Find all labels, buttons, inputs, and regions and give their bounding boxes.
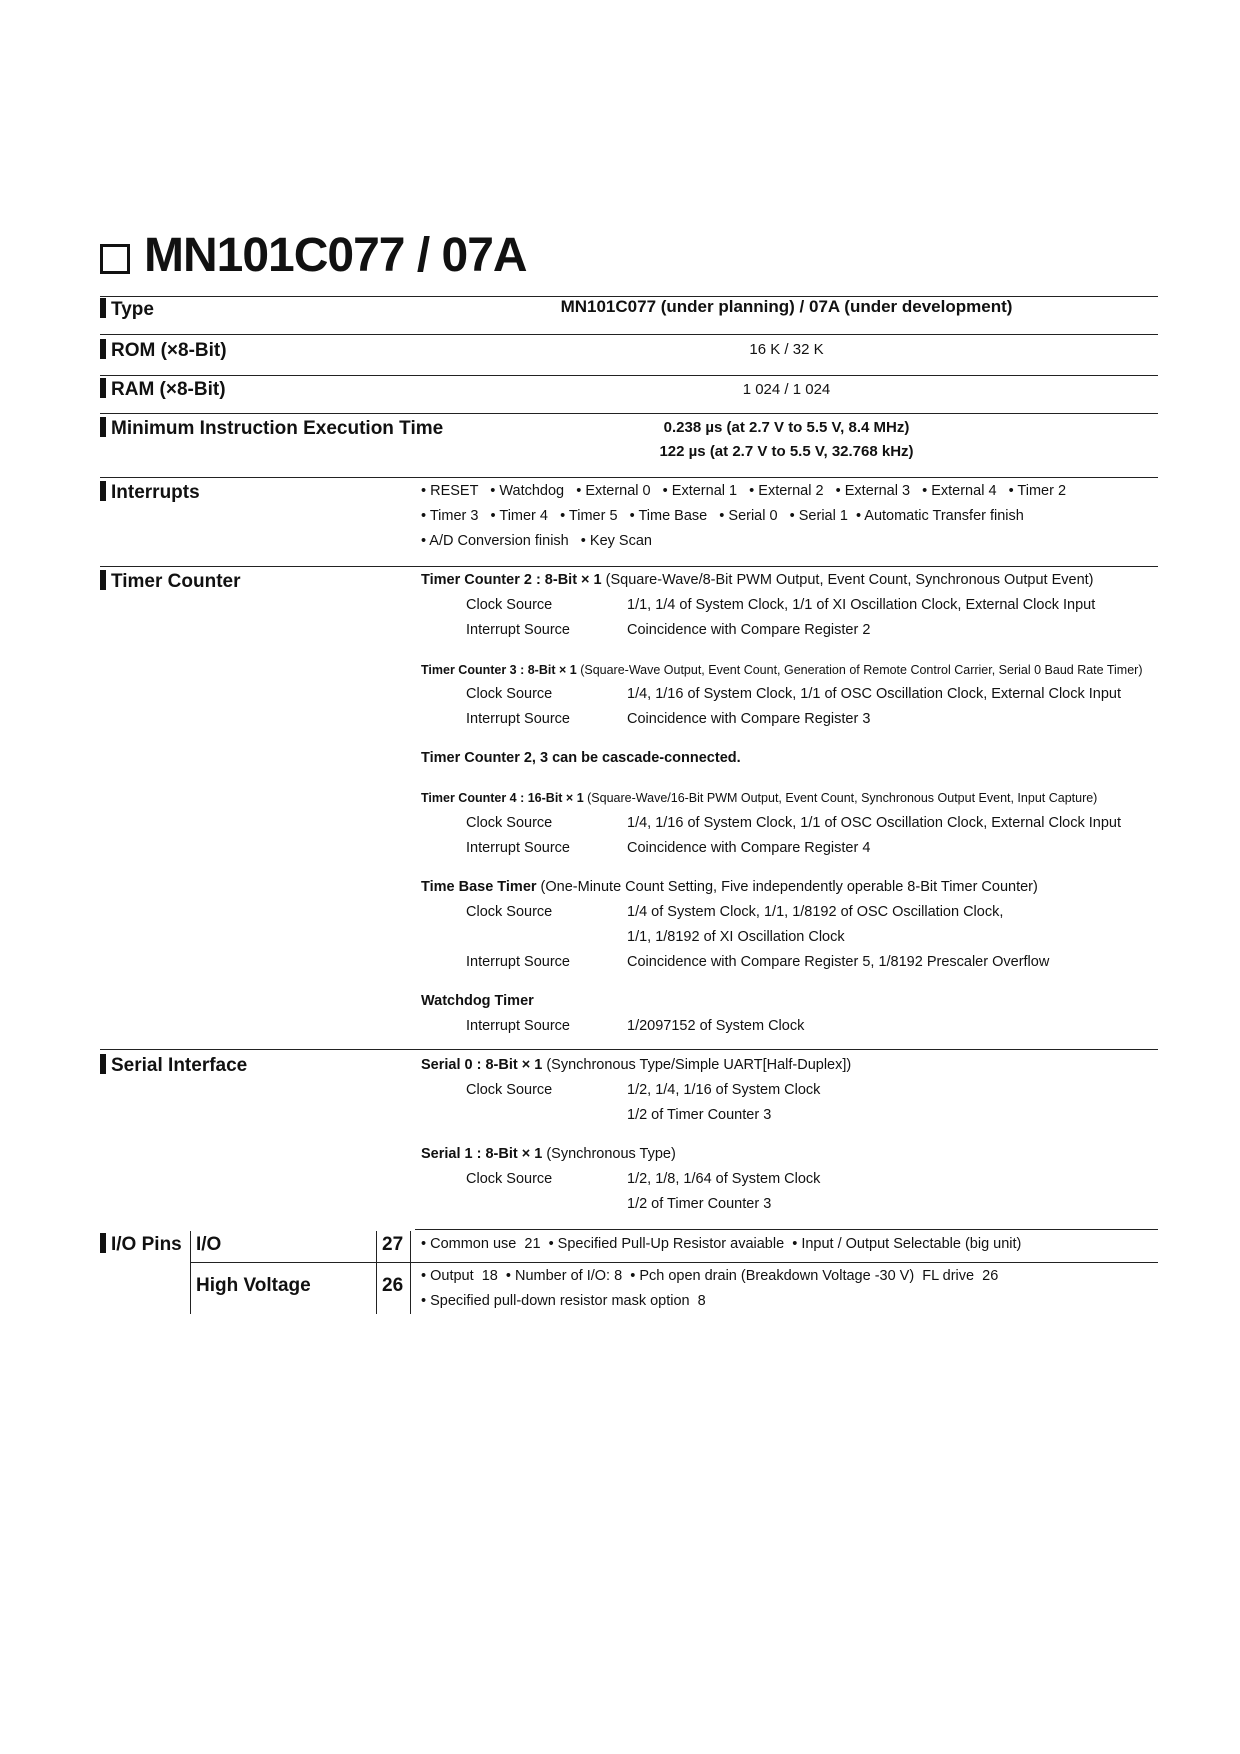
tc2-clock-value: 1/1, 1/4 of System Clock, 1/1 of XI Oscillation Clock, External Clock Input [627, 597, 1096, 613]
ram-label: RAM (×8-Bit) [100, 378, 226, 401]
tc2-heading: Timer Counter 2 : 8-Bit × 1 (Square-Wave/8-Bit PWM Output, Event Count, Synchronous Output Event) [421, 572, 1094, 588]
divider [100, 477, 1158, 478]
tbt-int-label: Interrupt Source [466, 954, 570, 970]
hv-row-name: High Voltage [196, 1275, 311, 1296]
checkbox-square-icon [100, 244, 130, 274]
tbt-clock-value1: 1/4 of System Clock, 1/1, 1/8192 of OSC Oscillation Clock, [627, 904, 1004, 920]
io-row-desc: • Common use 21 • Specified Pull-Up Resistor avaiable • Input / Output Selectable (big unit) [421, 1236, 1022, 1252]
tbt-clock-value2: 1/1, 1/8192 of XI Oscillation Clock [627, 929, 845, 945]
section-marker-icon [100, 1054, 106, 1074]
table-divider [376, 1231, 377, 1314]
serial0-clock-value2: 1/2 of Timer Counter 3 [627, 1107, 772, 1123]
divider [100, 413, 1158, 414]
divider [100, 566, 1158, 567]
interrupts-line2: • Timer 3 • Timer 4 • Timer 5 • Time Base • Serial 0 • Serial 1 • Automatic Transfer finish [421, 508, 1024, 524]
tc3-clock-label: Clock Source [466, 686, 553, 702]
tbt-heading: Time Base Timer (One-Minute Count Setting, Five independently operable 8-Bit Timer Counter) [421, 879, 1038, 895]
serial1-heading: Serial 1 : 8-Bit × 1 (Synchronous Type) [421, 1146, 676, 1162]
wdt-heading: Watchdog Timer [421, 993, 534, 1009]
hv-row-desc1: • Output 18 • Number of I/O: 8 • Pch open drain (Breakdown Voltage -30 V) FL drive 26 [421, 1268, 999, 1284]
tc2-int-label: Interrupt Source [466, 622, 570, 638]
section-marker-icon [100, 481, 106, 501]
serial1-clock-label: Clock Source [466, 1171, 553, 1187]
page-title [100, 229, 527, 282]
ram-value: 1 024 / 1 024 [742, 381, 831, 398]
divider [190, 1262, 1158, 1263]
divider [415, 1229, 1158, 1230]
serial0-clock-label: Clock Source [466, 1082, 553, 1098]
hv-row-count: 26 [382, 1275, 404, 1296]
hv-row-desc2: • Specified pull-down resistor mask option 8 [421, 1293, 706, 1309]
table-divider [190, 1231, 191, 1314]
serial1-clock-value1: 1/2, 1/8, 1/64 of System Clock [627, 1171, 821, 1187]
type-value: MN101C077 (under planning) / 07A (under development) [560, 297, 1013, 316]
serial1-clock-value2: 1/2 of Timer Counter 3 [627, 1196, 772, 1212]
tc4-int-value: Coincidence with Compare Register 4 [627, 840, 871, 856]
serial-label: Serial Interface [100, 1054, 247, 1077]
serial0-heading: Serial 0 : 8-Bit × 1 (Synchronous Type/Simple UART[Half-Duplex]) [421, 1057, 852, 1073]
section-marker-icon [100, 417, 106, 437]
type-label: Type [100, 298, 154, 321]
min-exec-label: Minimum Instruction Execution Time [100, 417, 443, 440]
tc3-int-label: Interrupt Source [466, 711, 570, 727]
rom-label: ROM (×8-Bit) [100, 339, 227, 362]
divider [100, 334, 1158, 335]
rom-value: 16 K / 32 K [749, 341, 824, 358]
tc4-clock-label: Clock Source [466, 815, 553, 831]
divider [100, 1049, 1158, 1050]
section-marker-icon [100, 298, 106, 318]
io-row-name: I/O [196, 1234, 222, 1255]
min-exec-line1: 0.238 µs (at 2.7 V to 5.5 V, 8.4 MHz) [663, 419, 910, 436]
tbt-clock-label: Clock Source [466, 904, 553, 920]
timer-counter-label: Timer Counter [100, 570, 241, 593]
wdt-int-label: Interrupt Source [466, 1018, 570, 1034]
wdt-int-value: 1/2097152 of System Clock [627, 1018, 805, 1034]
tc3-int-value: Coincidence with Compare Register 3 [627, 711, 871, 727]
tc3-heading: Timer Counter 3 : 8-Bit × 1 (Square-Wave Output, Event Count, Generation of Remote Control Carrier, Serial 0 Baud Rate Timer) [421, 663, 1143, 677]
min-exec-line2: 122 µs (at 2.7 V to 5.5 V, 32.768 kHz) [659, 443, 914, 460]
tbt-int-value: Coincidence with Compare Register 5, 1/8192 Prescaler Overflow [627, 954, 1050, 970]
tc4-clock-value: 1/4, 1/16 of System Clock, 1/1 of OSC Oscillation Clock, External Clock Input [627, 815, 1122, 831]
section-marker-icon [100, 1233, 106, 1253]
tc2-int-value: Coincidence with Compare Register 2 [627, 622, 871, 638]
io-pins-label: I/O Pins [100, 1233, 182, 1256]
page-title-text: MN101C077 / 07A [144, 229, 527, 282]
io-row-count: 27 [382, 1234, 404, 1255]
interrupts-label: Interrupts [100, 481, 200, 504]
cascade-note: Timer Counter 2, 3 can be cascade-connected. [421, 750, 741, 766]
divider [100, 375, 1158, 376]
table-divider [410, 1231, 411, 1314]
section-marker-icon [100, 378, 106, 398]
tc3-clock-value: 1/4, 1/16 of System Clock, 1/1 of OSC Oscillation Clock, External Clock Input [627, 686, 1122, 702]
section-marker-icon [100, 339, 106, 359]
serial0-clock-value1: 1/2, 1/4, 1/16 of System Clock [627, 1082, 821, 1098]
interrupts-line3: • A/D Conversion finish • Key Scan [421, 533, 652, 549]
tc4-heading: Timer Counter 4 : 16-Bit × 1 (Square-Wave/16-Bit PWM Output, Event Count, Synchronous Output Event, Input Capture) [421, 791, 1098, 805]
tc4-int-label: Interrupt Source [466, 840, 570, 856]
section-marker-icon [100, 570, 106, 590]
tc2-clock-label: Clock Source [466, 597, 553, 613]
interrupts-line1: • RESET • Watchdog • External 0 • External 1 • External 2 • External 3 • External 4 • Timer 2 [421, 483, 1067, 499]
